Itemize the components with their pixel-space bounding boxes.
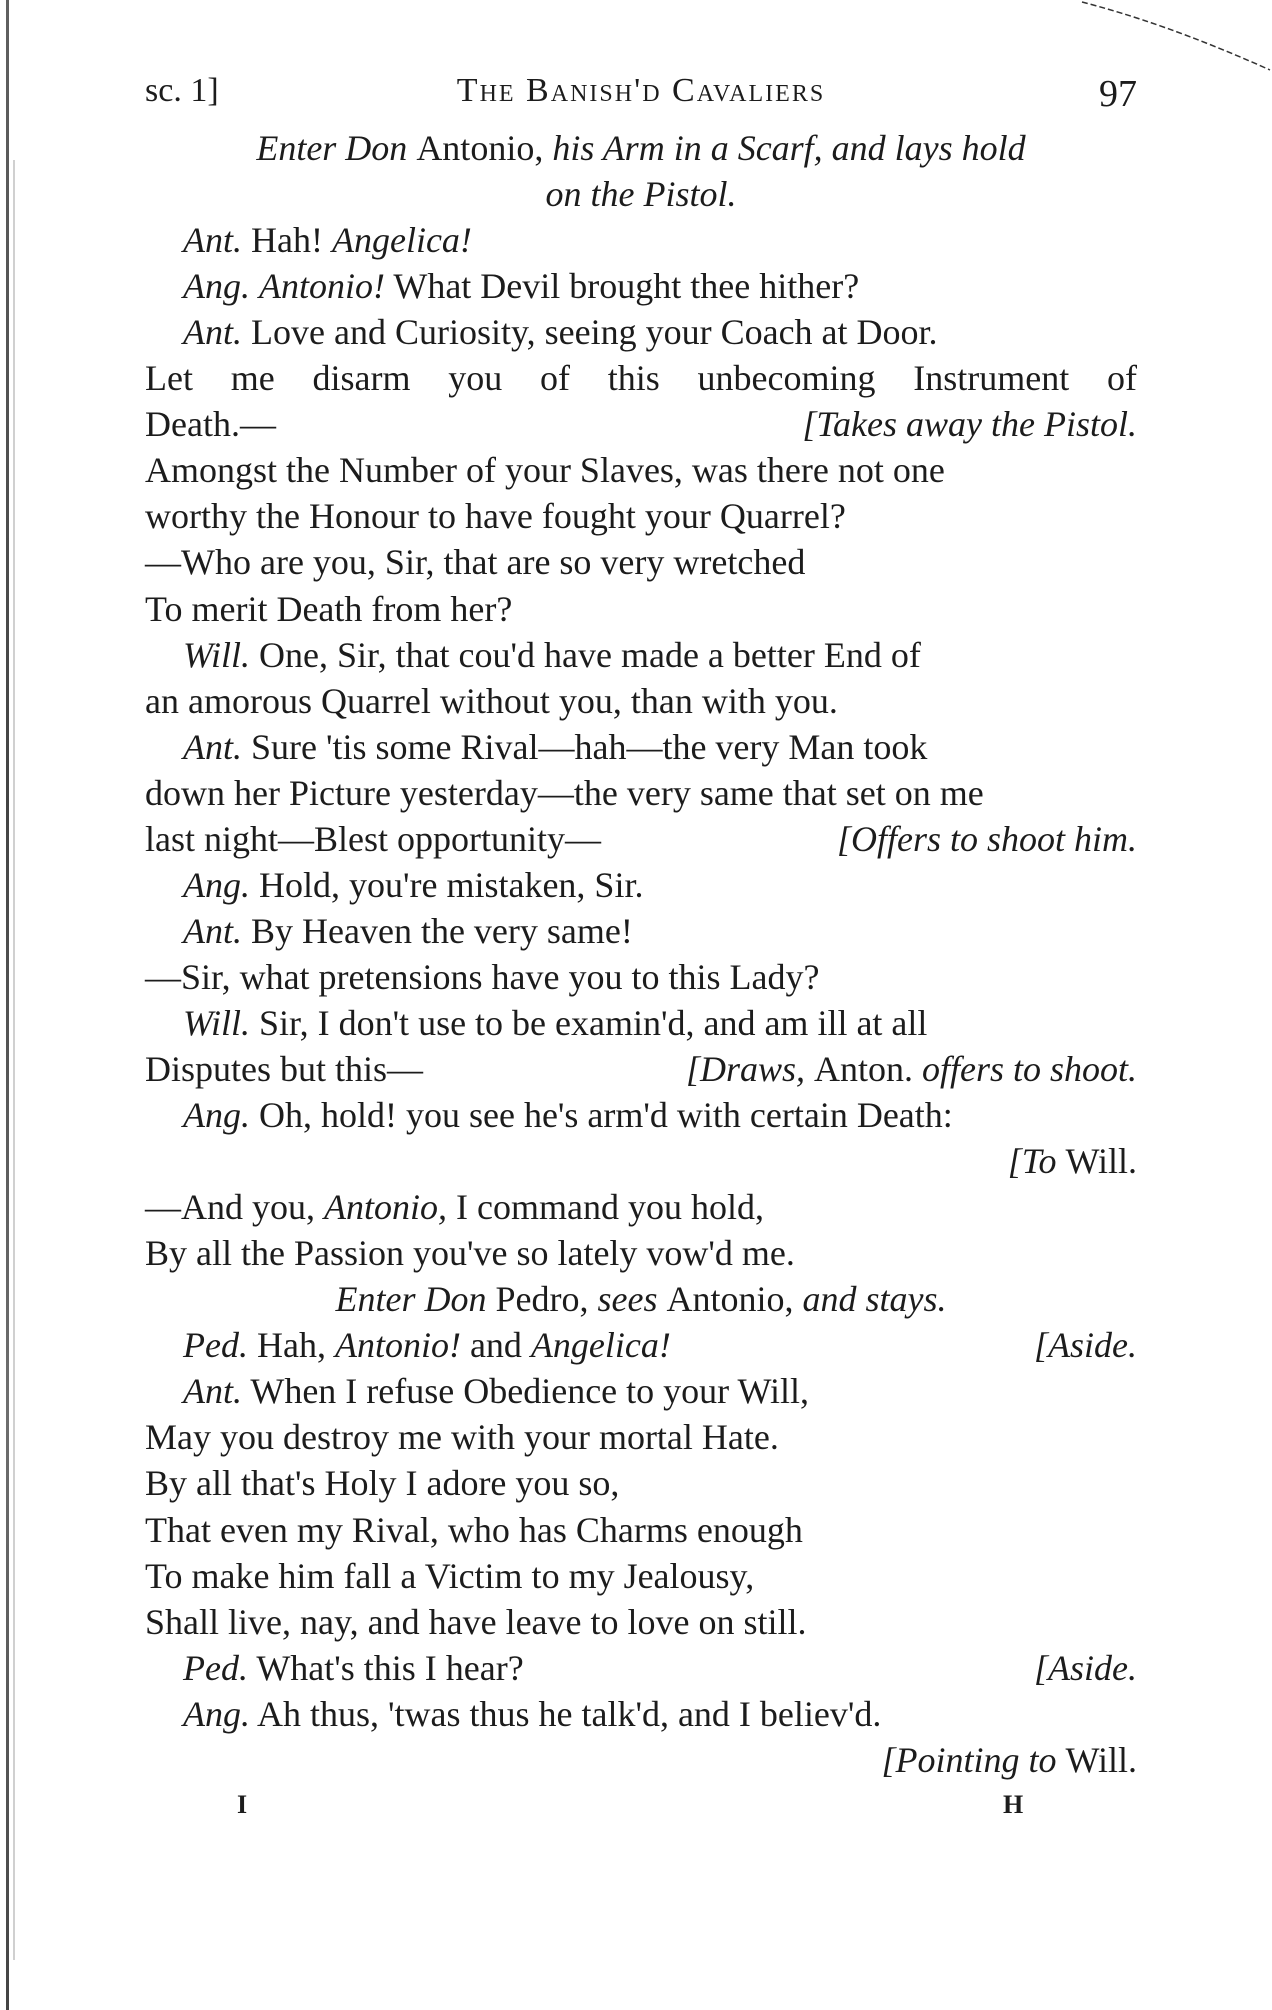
roman-segment: worthy the Honour to have fought your Quarrel? — [145, 496, 846, 537]
italic-segment: Angelica! — [530, 1325, 671, 1366]
text-line — [145, 817, 1137, 861]
line-text — [145, 635, 921, 675]
italic-segment: [Aside. — [1034, 1325, 1137, 1366]
italic-segment: Ant. — [183, 726, 242, 767]
line-text — [145, 542, 805, 582]
italic-segment: Antonio! — [259, 266, 385, 307]
roman-segment: Death.— — [145, 404, 276, 445]
italic-segment: [Draws, — [685, 1049, 814, 1089]
roman-segment: —Sir, what pretensions have you to this Lady? — [145, 956, 820, 997]
roman-segment: Antonio, — [416, 128, 553, 168]
roman-segment: Disputes but this— — [145, 1049, 424, 1089]
italic-segment: Will. — [183, 1002, 251, 1043]
line-text — [145, 1556, 754, 1596]
line-text — [145, 1648, 524, 1688]
text-line — [145, 494, 1137, 538]
text-line — [145, 863, 1137, 907]
line-text — [145, 1417, 779, 1457]
text-line — [145, 172, 1137, 216]
line-text — [336, 1279, 947, 1319]
line-text — [145, 1694, 881, 1734]
line-text — [145, 1095, 953, 1135]
roman-segment: Hah, — [247, 1325, 335, 1366]
text-line — [145, 126, 1137, 170]
stage-direction — [1034, 1323, 1137, 1367]
roman-segment: Antonio, — [666, 1279, 803, 1320]
text-line — [145, 955, 1137, 999]
italic-segment: Ang. — [183, 1095, 250, 1136]
text-line — [145, 1323, 1137, 1367]
italic-segment: Ped. — [183, 1325, 248, 1366]
roman-segment: By all that's Holy I adore you so, — [145, 1463, 620, 1504]
roman-segment: To make him fall a Victim to my Jealousy, — [145, 1555, 755, 1596]
text-line — [145, 448, 1137, 492]
running-head — [145, 72, 1137, 122]
text-line — [145, 1277, 1137, 1321]
line-text — [145, 220, 472, 260]
page-number: 97 — [1099, 73, 1137, 115]
stage-direction — [1008, 1139, 1137, 1183]
roman-segment: Pedro, — [495, 1279, 598, 1320]
text-line — [145, 356, 1137, 400]
stage-direction — [881, 1738, 1137, 1782]
italic-segment: Angelica! — [331, 220, 472, 261]
roman-segment: —And you, — [145, 1187, 324, 1228]
italic-segment: offers to shoot. — [921, 1049, 1137, 1089]
binding-edge — [6, 0, 9, 2010]
stage-direction — [837, 817, 1137, 861]
roman-segment: Oh, hold! you see he's arm'd with certain Death: — [250, 1095, 953, 1136]
italic-segment: Ang. — [183, 1693, 250, 1734]
line-text — [145, 773, 984, 813]
roman-segment: Let me disarm you of this unbecoming Instrument of — [145, 358, 1137, 399]
italic-segment: [Takes away the Pistol. — [802, 404, 1137, 445]
italic-segment: Ant. — [183, 220, 242, 261]
text-line — [145, 218, 1137, 262]
roman-segment: an amorous Quarrel without you, than with you. — [145, 680, 838, 721]
text-line — [145, 1093, 1137, 1137]
roman-segment: When I refuse Obedience to your Will, — [242, 1371, 810, 1412]
line-text — [145, 1233, 795, 1273]
text-line — [145, 587, 1137, 631]
line-text — [145, 312, 938, 352]
text-line — [145, 1415, 1137, 1459]
text-line — [145, 1646, 1137, 1690]
text-line — [145, 1369, 1137, 1413]
line-text — [145, 450, 945, 490]
italic-segment: [To — [1007, 1141, 1066, 1182]
text-line — [145, 633, 1137, 677]
roman-segment: Hah! — [242, 220, 332, 261]
roman-segment: and — [460, 1325, 531, 1366]
line-text — [145, 356, 1137, 400]
roman-segment: One, Sir, that cou'd have made a better End of — [250, 634, 921, 675]
line-text — [145, 865, 643, 905]
italic-segment: his Arm in a Scarf, and lays hold — [552, 128, 1026, 168]
text-line — [145, 540, 1137, 584]
line-text — [145, 957, 819, 997]
roman-segment: By Heaven the very same! — [242, 910, 633, 951]
italic-segment: sees — [597, 1279, 667, 1320]
italic-segment: Ped. — [183, 1647, 248, 1688]
text-line — [145, 1461, 1137, 1505]
italic-segment: [Offers to shoot him. — [836, 818, 1137, 859]
italic-segment: Ang. — [183, 266, 250, 307]
text-line — [145, 1508, 1137, 1552]
roman-segment: Will. — [1065, 1739, 1137, 1780]
roman-segment: Sir, I don't use to be examin'd, and am ill at all — [250, 1002, 928, 1043]
stage-direction — [1034, 1646, 1137, 1690]
text-line — [145, 1231, 1137, 1275]
line-text — [546, 174, 737, 214]
text-line — [145, 679, 1137, 723]
line-text — [145, 266, 859, 306]
italic-segment: Ang. — [183, 864, 250, 905]
italic-segment: Enter Don — [335, 1279, 496, 1320]
binding-shadow — [13, 160, 15, 1960]
italic-segment: Ant. — [183, 312, 242, 353]
line-text — [145, 1003, 927, 1043]
signature-left: I — [237, 1790, 248, 1819]
italic-segment: Antonio, — [324, 1187, 447, 1228]
text-line — [145, 1600, 1137, 1644]
text-line — [145, 771, 1137, 815]
line-text — [145, 404, 276, 444]
italic-segment: and stays. — [802, 1279, 947, 1320]
roman-segment: Sure 'tis some Rival—hah—the very Man took — [242, 726, 928, 767]
line-text — [145, 727, 927, 767]
scene-marker: sc. 1] — [145, 72, 219, 109]
roman-segment: Amongst the Number of your Slaves, was there not one — [145, 450, 945, 491]
roman-segment: Shall live, nay, and have leave to love on still. — [145, 1601, 807, 1642]
line-text — [145, 1463, 619, 1503]
line-text — [145, 1602, 807, 1642]
text-line — [145, 909, 1137, 953]
roman-segment: May you destroy me with your mortal Hate. — [145, 1417, 779, 1458]
roman-segment: down her Picture yesterday—the very same that set on me — [145, 772, 984, 813]
text-line — [145, 1554, 1137, 1598]
text-line — [145, 725, 1137, 769]
line-text — [145, 1371, 809, 1411]
italic-segment: [Aside. — [1034, 1647, 1137, 1688]
line-text — [145, 681, 838, 721]
line-text — [145, 496, 846, 536]
roman-segment: To merit Death from her? — [145, 588, 513, 629]
roman-segment: Anton. — [813, 1049, 922, 1089]
roman-segment: By all the Passion you've so lately vow'd me. — [145, 1233, 795, 1274]
text-line — [145, 1185, 1137, 1229]
text-line — [145, 402, 1137, 446]
line-text — [145, 819, 601, 859]
text-line — [145, 1047, 1137, 1091]
italic-segment: [Pointing to — [881, 1739, 1066, 1780]
roman-segment: Ah thus, 'twas thus he talk'd, and I believ'd. — [250, 1693, 882, 1734]
italic-segment: Will. — [183, 634, 251, 675]
line-text — [256, 128, 1025, 168]
roman-segment: Love and Curiosity, seeing your Coach at Door. — [242, 312, 938, 353]
roman-segment: What Devil brought thee hither? — [384, 266, 860, 307]
stage-direction — [802, 402, 1137, 446]
stage-direction — [686, 1047, 1137, 1091]
line-text — [145, 1187, 764, 1227]
italic-segment: Enter Don — [256, 128, 417, 168]
running-title: The Banish'd Cavaliers — [456, 72, 826, 109]
italic-segment: Ant. — [183, 1371, 242, 1412]
line-text — [145, 911, 633, 951]
text-line — [145, 310, 1137, 354]
text-line — [145, 1692, 1137, 1736]
roman-segment: What's this I hear? — [247, 1647, 524, 1688]
roman-segment: That even my Rival, who has Charms enough — [145, 1509, 803, 1550]
roman-segment: Hold, you're mistaken, Sir. — [250, 864, 644, 905]
line-text — [145, 1049, 423, 1089]
roman-segment: Will. — [1065, 1141, 1137, 1182]
roman-segment: last night—Blest opportunity— — [145, 818, 601, 859]
signature-right: H — [1003, 1790, 1024, 1819]
italic-segment: Ant. — [183, 910, 242, 951]
roman-segment: —Who are you, Sir, that are so very wretched — [145, 542, 806, 583]
roman-segment — [250, 266, 259, 306]
roman-segment: I command you hold, — [447, 1187, 764, 1228]
line-text — [145, 1510, 803, 1550]
text-line — [145, 264, 1137, 308]
line-text — [145, 589, 512, 629]
text-line — [145, 1001, 1137, 1045]
italic-segment: Antonio! — [334, 1325, 461, 1366]
line-text — [145, 1325, 671, 1365]
italic-segment: on the Pistol. — [545, 174, 737, 215]
